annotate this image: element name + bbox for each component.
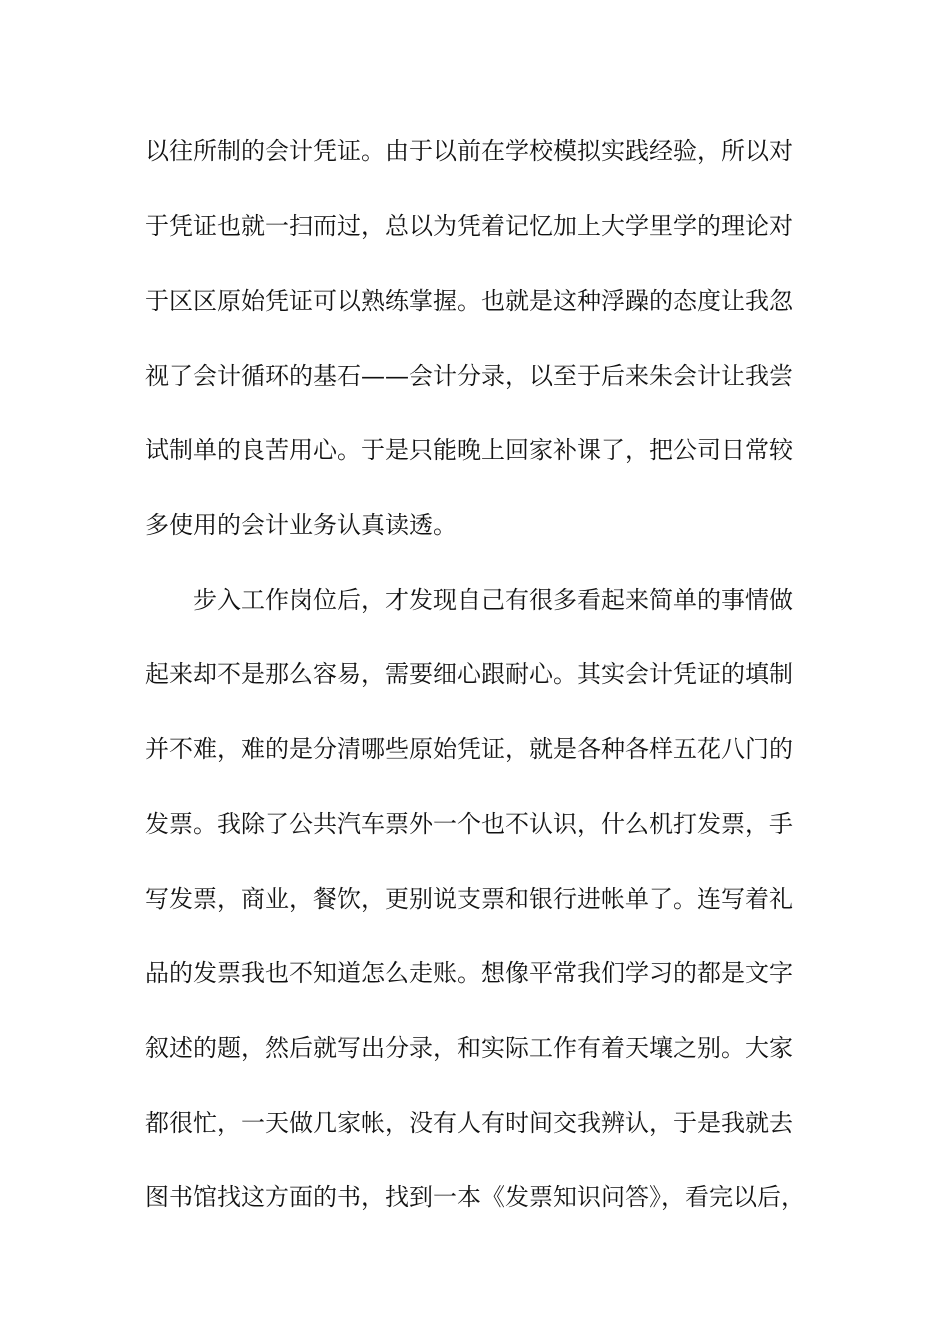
- text-line: 于凭证也就一扫而过，总以为凭着记忆加上大学里学的理论对: [145, 212, 793, 240]
- text-line: 起来却不是那么容易，需要细心跟耐心。其实会计凭证的填制: [145, 660, 793, 688]
- text-line: 于区区原始凭证可以熟练掌握。也就是这种浮躁的态度让我忽: [145, 287, 793, 315]
- text-line: 并不难，难的是分清哪些原始凭证，就是各种各样五花八门的: [145, 735, 793, 763]
- text-line: 以往所制的会计凭证。由于以前在学校模拟实践经验，所以对: [145, 137, 793, 165]
- text-line: 发票。我除了公共汽车票外一个也不认识，什么机打发票，手: [145, 810, 793, 838]
- text-line: 叙述的题，然后就写出分录，和实际工作有着天壤之别。大家: [145, 1034, 793, 1062]
- text-line: 图书馆找这方面的书，找到一本《发票知识问答》，看完以后，: [145, 1183, 805, 1211]
- text-line: 多使用的会计业务认真读透。: [145, 511, 457, 539]
- text-line: 品的发票我也不知道怎么走账。想像平常我们学习的都是文字: [145, 959, 793, 987]
- text-line: 试制单的良苦用心。于是只能晚上回家补课了，把公司日常较: [145, 436, 793, 464]
- text-line: 写发票，商业，餐饮，更别说支票和银行进帐单了。连写着礼: [145, 885, 793, 913]
- paragraph-first-line: 步入工作岗位后，才发现自己有很多看起来简单的事情做: [193, 586, 793, 614]
- text-line: 都很忙，一天做几家帐，没有人有时间交我辨认，于是我就去: [145, 1109, 793, 1137]
- text-line: 视了会计循环的基石——会计分录，以至于后来朱会计让我尝: [145, 362, 793, 390]
